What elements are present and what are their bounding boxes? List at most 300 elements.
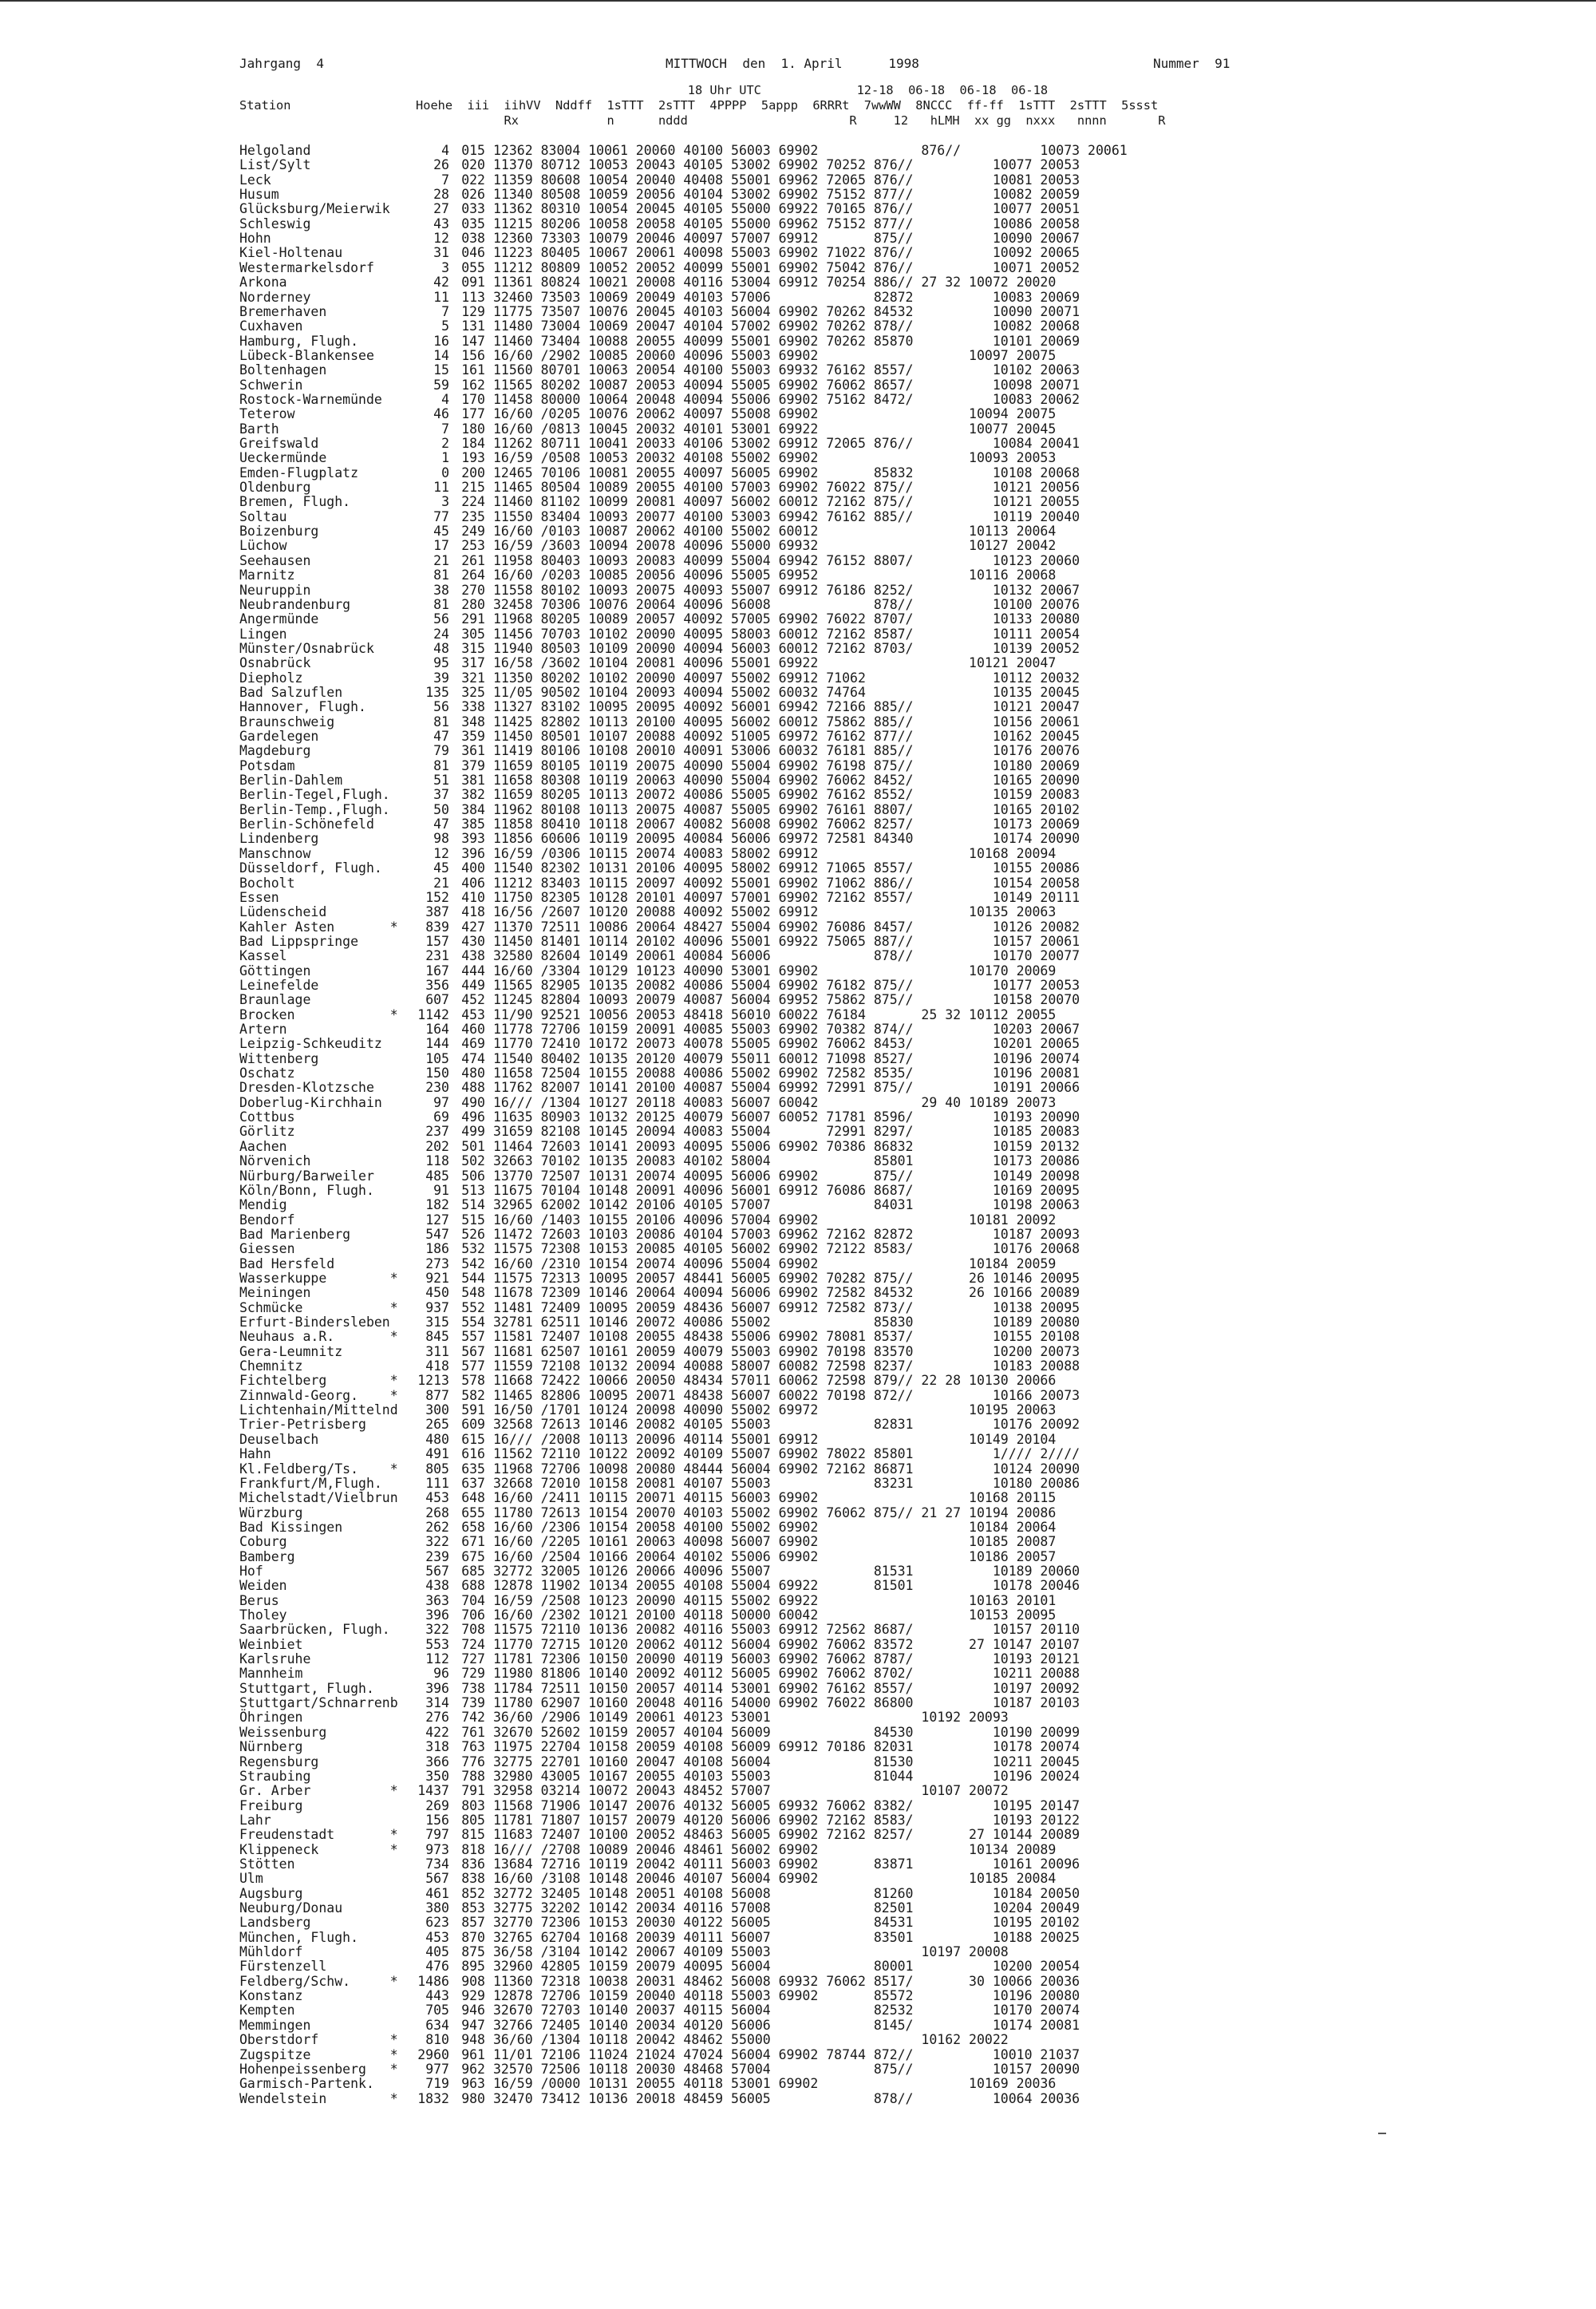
table-row (239, 393, 1516, 407)
observation-groups: 32580 82604 10149 20061 40084 56006 878// 10170 20077 (493, 948, 1080, 964)
table-row (239, 1594, 1516, 1608)
table-row (239, 1564, 1516, 1579)
station-id: 400 (461, 860, 485, 876)
observation-groups: 11575 72313 10095 20057 48441 56005 69902 70282 875// 26 10146 20095 (493, 1270, 1080, 1286)
station-name: Schleswig (239, 215, 311, 231)
observation-groups: 11675 70104 10148 20091 40096 56001 69912 76086 8687/ 10169 20095 (493, 1182, 1080, 1198)
station-name: Hohenpeissenberg * (239, 2061, 398, 2077)
station-name: Neubrandenburg (239, 596, 351, 612)
station-id: 761 (461, 1724, 485, 1740)
station-id: 526 (461, 1226, 485, 1242)
station-height: 12 (433, 231, 449, 247)
station-id: 962 (461, 2061, 485, 2077)
table-row (239, 847, 1516, 861)
observation-groups: 32460 73503 10069 20049 40103 57006 82872 10083 20069 (493, 289, 1080, 305)
observation-groups: 11780 62907 10160 20048 40116 54000 69902 76022 86800 10187 20103 (493, 1695, 1080, 1711)
observation-groups: 11958 80403 10093 20083 40099 55004 69942 76152 8807/ 10123 20060 (493, 552, 1080, 568)
table-row (239, 1535, 1516, 1549)
table-row (239, 1520, 1516, 1535)
observation-groups: 16/60 /0813 10045 20032 40101 53001 69922 10077 20045 (493, 421, 1057, 437)
station-height: 3 (441, 494, 449, 510)
station-height: 3 (441, 259, 449, 275)
station-height: 31 (433, 245, 449, 261)
table-row (239, 1257, 1516, 1271)
station-name: Emden-Flugplatz (239, 465, 359, 480)
table-row (239, 1491, 1516, 1505)
observation-groups: 11635 80903 10132 20125 40079 56007 60052 71781 8596/ 10193 20090 (493, 1109, 1080, 1125)
table-row (239, 1403, 1516, 1417)
issue-number: Nummer 91 (1153, 56, 1231, 71)
station-height: 1832 (417, 2090, 449, 2106)
table-row (239, 510, 1516, 524)
observation-groups: 11784 72511 10150 20057 40114 53001 69902 76162 8557/ 10197 20092 (493, 1680, 1080, 1696)
station-height: 268 (425, 1504, 449, 1520)
observation-groups: 12878 72706 10159 20040 40118 55003 69902 85572 10196 20080 (493, 1988, 1080, 2004)
observation-groups: 32765 62704 10168 20039 40111 56007 83501 10188 20025 (493, 1929, 1080, 1945)
station-name: Köln/Bonn, Flugh. (239, 1182, 374, 1198)
station-id: 838 (461, 1871, 485, 1887)
table-row (239, 1374, 1516, 1388)
station-height: 2 (441, 436, 449, 451)
table-row (239, 1579, 1516, 1593)
station-name: Düsseldorf, Flugh. (239, 860, 382, 876)
station-id: 406 (461, 875, 485, 891)
observation-groups: 11350 80202 10102 20090 40097 55002 69912 71062 10112 20032 (493, 670, 1080, 686)
station-height: 81 (433, 567, 449, 583)
observation-groups: 11980 81806 10140 20092 40112 56005 69902 76062 8702/ 10211 20088 (493, 1666, 1080, 1682)
station-id: 026 (461, 187, 485, 203)
station-name: Diepholz (239, 670, 303, 686)
table-row (239, 305, 1516, 319)
table-row (239, 656, 1516, 670)
station-id: 963 (461, 2076, 485, 2092)
station-name: Wasserkuppe * (239, 1270, 398, 1286)
station-height: 24 (433, 626, 449, 642)
observation-groups: 11575 72110 10136 20082 40116 55003 69912 72562 8687/ 10157 20110 (493, 1622, 1080, 1638)
table-row (239, 1184, 1516, 1198)
station-id: 655 (461, 1504, 485, 1520)
station-id: 444 (461, 963, 485, 979)
station-id: 035 (461, 215, 485, 231)
station-height: 567 (425, 1563, 449, 1579)
station-name: Aachen (239, 1138, 287, 1154)
station-id: 321 (461, 670, 485, 686)
observation-groups: 16/59 /2508 10123 20090 40115 55002 69922 10163 20101 (493, 1592, 1057, 1608)
station-height: 491 (425, 1446, 449, 1462)
observation-groups: 16/60 /0203 10085 20056 40096 55005 69952 10116 20068 (493, 567, 1057, 583)
observation-groups: 16/58 /3602 10104 20081 40096 55001 69922 10121 20047 (493, 655, 1057, 671)
station-name: Artern (239, 1022, 287, 1037)
date-label: MITTWOCH den 1. April 1998 (666, 56, 919, 71)
station-id: 033 (461, 201, 485, 217)
station-height: 51 (433, 773, 449, 789)
table-row (239, 1140, 1516, 1154)
observation-groups: 31659 82108 10145 20094 40083 55004 72991 8297/ 10185 20083 (493, 1124, 1080, 1140)
station-name: Rostock-Warnemünde (239, 391, 382, 407)
station-id: 396 (461, 845, 485, 861)
station-name: Schwerin (239, 377, 303, 393)
observation-groups: 11858 80410 10118 20067 40082 56008 69902 76062 8257/ 10173 20069 (493, 816, 1080, 832)
table-row (239, 700, 1516, 714)
jahrgang-label: Jahrgang 4 (239, 56, 324, 71)
station-id: 055 (461, 259, 485, 275)
station-height: 50 (433, 801, 449, 817)
station-name: Marnitz (239, 567, 295, 583)
station-name: Trier-Petrisberg (239, 1417, 366, 1433)
station-name: Saarbrücken, Flugh. (239, 1622, 390, 1638)
station-name: Gr. Arber * (239, 1783, 398, 1799)
station-id: 742 (461, 1710, 485, 1726)
table-row (239, 993, 1516, 1007)
station-name: Lingen (239, 626, 287, 642)
station-name: Bad Lippspringe (239, 933, 359, 949)
table-row (239, 627, 1516, 642)
table-row (239, 861, 1516, 876)
station-height: 7 (441, 421, 449, 437)
station-name: Zugspitze * (239, 2046, 398, 2062)
station-height: 453 (425, 1929, 449, 1945)
station-name: Feldberg/Schw. * (239, 1973, 398, 1989)
observation-groups: 16/// /2708 10089 20046 48461 56002 69902 10134 20089 (493, 1841, 1057, 1857)
table-row (239, 1710, 1516, 1725)
station-name: Doberlug-Kirchhain (239, 1094, 382, 1110)
station-name: Seehausen (239, 552, 311, 568)
station-name: Münster/Osnabrück (239, 640, 374, 656)
table-row (239, 1506, 1516, 1520)
table-row (239, 832, 1516, 846)
station-height: 315 (425, 1315, 449, 1330)
station-height: 380 (425, 1900, 449, 1916)
table-row (239, 729, 1516, 744)
observation-groups: 32775 32202 10142 20034 40116 57008 82501 10204 20049 (493, 1900, 1080, 1916)
observation-groups: 32781 62511 10146 20072 40086 55002 85830 10189 20080 (493, 1315, 1080, 1330)
station-id: 427 (461, 919, 485, 935)
table-row (239, 1857, 1516, 1872)
table-row (239, 1696, 1516, 1710)
station-id: 291 (461, 611, 485, 627)
station-id: 113 (461, 289, 485, 305)
station-name: Öhringen (239, 1710, 303, 1726)
observation-groups: 11460 73404 10088 20055 40099 55001 69902 70262 85870 10101 20069 (493, 333, 1080, 349)
station-name: Helgoland (239, 143, 311, 158)
table-row (239, 1022, 1516, 1037)
table-row (239, 686, 1516, 700)
table-row (239, 1081, 1516, 1095)
station-name: Mannheim (239, 1666, 303, 1682)
observation-groups: 11558 80102 10093 20075 40093 55007 69912 76186 8252/ 10132 20067 (493, 582, 1080, 598)
station-name: Leipzig-Schkeuditz (239, 1036, 382, 1052)
station-height: 461 (425, 1885, 449, 1901)
station-height: 937 (425, 1299, 449, 1315)
observation-groups: 16/60 /2504 10166 20064 40102 55006 69902 10186 20057 (493, 1548, 1057, 1564)
station-height: 14 (433, 347, 449, 363)
table-row (239, 1652, 1516, 1667)
station-id: 474 (461, 1050, 485, 1066)
station-id: 280 (461, 596, 485, 612)
station-height: 314 (425, 1695, 449, 1711)
station-id: 704 (461, 1592, 485, 1608)
station-height: 269 (425, 1797, 449, 1813)
station-name: Kassel (239, 948, 287, 964)
observation-groups: 11968 80205 10089 20057 40092 57005 69902 76022 8707/ 10133 20080 (493, 611, 1080, 627)
station-name: Lahr (239, 1812, 271, 1828)
station-id: 637 (461, 1475, 485, 1491)
observation-groups: 11856 60606 10119 20095 40084 56006 69972 72581 84340 10174 20090 (493, 831, 1080, 847)
station-id: 177 (461, 406, 485, 422)
station-name: Memmingen (239, 2017, 311, 2033)
station-id: 215 (461, 480, 485, 496)
observation-groups: 11568 71906 10147 20076 40132 56005 69932 76062 8382/ 10195 20147 (493, 1797, 1080, 1813)
station-name: Karlsruhe (239, 1651, 311, 1667)
observation-groups: 32670 72703 10140 20037 40115 56004 82532 10170 20074 (493, 2003, 1080, 2018)
table-row (239, 2033, 1516, 2047)
station-id: 184 (461, 436, 485, 451)
station-id: 763 (461, 1739, 485, 1755)
station-name: Arkona (239, 275, 287, 291)
observation-groups: 11681 62507 10161 20059 40079 55003 69902 70198 83570 10200 20073 (493, 1343, 1080, 1359)
table-row (239, 349, 1516, 363)
station-name: Greifswald (239, 436, 319, 451)
station-height: 28 (433, 187, 449, 203)
table-row (239, 1828, 1516, 1842)
observation-groups: 32458 70306 10076 20064 40096 56008 878// 10100 20076 (493, 596, 1080, 612)
observation-groups: 32960 42805 10159 20079 40095 56004 80001 10200 20054 (493, 1959, 1080, 1975)
observation-groups: 11668 72422 10066 20050 48434 57011 60062 72598 879// 22 28 10130 20066 (493, 1373, 1057, 1389)
station-height: 4 (441, 391, 449, 407)
observation-groups: 11750 82305 10128 20101 40097 57001 69902 72162 8557/ 10149 20111 (493, 889, 1080, 905)
table-row (239, 1608, 1516, 1623)
table-row (239, 2003, 1516, 2018)
station-height: 96 (433, 1666, 449, 1682)
observation-groups: 32958 03214 10072 20043 48452 57007 10107 20072 (493, 1783, 1009, 1799)
station-id: 648 (461, 1490, 485, 1506)
station-id: 129 (461, 303, 485, 319)
station-id: 582 (461, 1387, 485, 1403)
table-row (239, 788, 1516, 802)
station-id: 162 (461, 377, 485, 393)
station-name: Würzburg (239, 1504, 303, 1520)
station-height: 797 (425, 1827, 449, 1843)
station-id: 315 (461, 640, 485, 656)
observation-groups: 11361 80824 10021 20008 40116 53004 69912 70254 886// 27 32 10072 20020 (493, 275, 1057, 291)
observation-groups: 36/58 /3104 10142 20067 40109 55003 10197 20008 (493, 1944, 1009, 1960)
station-name: Neuhaus a.R. * (239, 1329, 398, 1345)
station-id: 264 (461, 567, 485, 583)
station-name: Glücksburg/Meierwik (239, 201, 390, 217)
station-name: Berlin-Temp.,Flugh. (239, 801, 390, 817)
table-row (239, 1623, 1516, 1637)
station-id: 658 (461, 1519, 485, 1535)
station-height: 273 (425, 1255, 449, 1271)
table-row (239, 1125, 1516, 1139)
station-name: Kempten (239, 2003, 295, 2018)
table-row (239, 202, 1516, 216)
observation-groups: 11450 81401 10114 20102 40096 55001 69922 75065 887// 10157 20061 (493, 933, 1080, 949)
station-id: 577 (461, 1358, 485, 1374)
observation-groups: 11362 80310 10054 20045 40105 55000 69922 70165 876// 10077 20051 (493, 201, 1080, 217)
station-name: Stuttgart, Flugh. (239, 1680, 374, 1696)
station-id: 501 (461, 1138, 485, 1154)
station-name: Stuttgart/Schnarrenb (239, 1695, 398, 1711)
station-height: 202 (425, 1138, 449, 1154)
station-id: 490 (461, 1094, 485, 1110)
observation-groups: 11658 72504 10155 20088 40086 55002 69902 72582 8535/ 10196 20081 (493, 1066, 1080, 1081)
station-name: Schmücke * (239, 1299, 398, 1315)
table-row (239, 1799, 1516, 1813)
station-name: Lindenberg (239, 831, 319, 847)
station-height: 480 (425, 1431, 449, 1447)
table-row (239, 920, 1516, 935)
station-name: Manschnow (239, 845, 311, 861)
station-id: 382 (461, 787, 485, 803)
station-name: Oldenburg (239, 480, 311, 496)
observation-groups: 11770 72410 10172 20073 40078 55005 69902 76062 8453/ 10201 20065 (493, 1036, 1080, 1052)
station-name: Freiburg (239, 1797, 303, 1813)
station-height: 311 (425, 1343, 449, 1359)
observation-groups: 11456 70703 10102 20090 40095 58003 60012 72162 8587/ 10111 20054 (493, 626, 1080, 642)
table-row (239, 1769, 1516, 1784)
station-height: 734 (425, 1856, 449, 1872)
station-id: 317 (461, 655, 485, 671)
table-row (239, 554, 1516, 568)
observation-groups: 11683 72407 10100 20052 48463 56005 69902 72162 8257/ 27 10144 20089 (493, 1827, 1080, 1843)
station-id: 156 (461, 347, 485, 363)
station-height: 547 (425, 1226, 449, 1242)
station-height: 17 (433, 538, 449, 554)
observation-groups: 16/60 /2306 10154 20058 40100 55002 69902 10184 20064 (493, 1519, 1057, 1535)
station-name: Bocholt (239, 875, 295, 891)
station-height: 11 (433, 480, 449, 496)
table-row (239, 539, 1516, 553)
station-id: 947 (461, 2017, 485, 2033)
table-row (239, 1433, 1516, 1447)
table-row (239, 1462, 1516, 1477)
table-row (239, 1843, 1516, 1857)
station-id: 875 (461, 1944, 485, 1960)
observation-groups: 32670 52602 10159 20057 40104 56009 84530 10190 20099 (493, 1724, 1080, 1740)
station-id: 803 (461, 1797, 485, 1813)
station-id: 688 (461, 1578, 485, 1594)
table-row (239, 1550, 1516, 1564)
table-row (239, 451, 1516, 465)
table-row (239, 1345, 1516, 1359)
station-id: 616 (461, 1446, 485, 1462)
station-height: 450 (425, 1285, 449, 1301)
station-id: 480 (461, 1066, 485, 1081)
observation-groups: 16/59 /3603 10094 20078 40096 55000 69932 10127 20042 (493, 538, 1057, 554)
station-name: Hahn (239, 1446, 271, 1462)
table-row (239, 1638, 1516, 1652)
station-height: 839 (425, 919, 449, 935)
station-id: 724 (461, 1636, 485, 1652)
observation-groups: 16/59 /0306 10115 20074 40083 58002 69912 10168 20094 (493, 845, 1057, 861)
station-name: Straubing (239, 1768, 311, 1784)
station-height: 453 (425, 1490, 449, 1506)
observation-groups: 11327 83102 10095 20095 40092 56001 69942 72166 885// 10121 20047 (493, 699, 1080, 715)
observation-groups: 13684 72716 10119 20042 40111 56003 69902 83871 10161 20096 (493, 1856, 1080, 1872)
station-height: 16 (433, 333, 449, 349)
station-height: 95 (433, 655, 449, 671)
station-height: 79 (433, 743, 449, 759)
observation-groups: 16/59 /0000 10131 20055 40118 53001 69902 10169 20036 (493, 2076, 1057, 2092)
station-id: 020 (461, 157, 485, 173)
station-id: 980 (461, 2090, 485, 2106)
observation-groups: 32570 72506 10118 20030 48468 57004 875// 10157 20090 (493, 2061, 1080, 2077)
observation-groups: 11450 80501 10107 20088 40092 51005 69972 76162 877// 10162 20045 (493, 729, 1080, 744)
station-id: 147 (461, 333, 485, 349)
station-name: Oschatz (239, 1066, 295, 1081)
station-height: 152 (425, 889, 449, 905)
observation-groups: 11465 82806 10095 20071 48438 56007 60022 70198 872// 10166 20073 (493, 1387, 1080, 1403)
station-id: 908 (461, 1973, 485, 1989)
table-row (239, 1755, 1516, 1769)
station-name: Nürnberg (239, 1739, 303, 1755)
station-height: 5 (441, 318, 449, 334)
table-row (239, 1242, 1516, 1256)
table-row (239, 2018, 1516, 2033)
station-id: 235 (461, 508, 485, 524)
observation-groups: 16/60 /2310 10154 20074 40096 55004 69902 10184 20059 (493, 1255, 1057, 1271)
station-name: Osnabrück (239, 655, 311, 671)
station-id: 161 (461, 362, 485, 378)
observation-groups: 32965 62002 10142 20106 40105 57007 84031 10198 20063 (493, 1197, 1080, 1213)
station-id: 552 (461, 1299, 485, 1315)
table-row (239, 671, 1516, 686)
observation-groups: 11762 82007 10141 20100 40087 55004 69992 72991 875// 10191 20066 (493, 1080, 1080, 1096)
table-row (239, 1198, 1516, 1212)
station-height: 157 (425, 933, 449, 949)
station-name: Fichtelberg * (239, 1373, 398, 1389)
column-header-line-1: 18 Uhr UTC 12-18 06-18 06-18 06-18 (239, 83, 1049, 97)
station-height: 21 (433, 875, 449, 891)
station-height: 164 (425, 1022, 449, 1037)
station-id: 502 (461, 1153, 485, 1169)
table-row (239, 568, 1516, 583)
station-name: Berlin-Schönefeld (239, 816, 374, 832)
table-row (239, 466, 1516, 480)
station-name: Michelstadt/Vielbrun (239, 1490, 398, 1506)
observation-groups: 11359 80608 10054 20040 40408 55001 69962 72065 876// 10081 20053 (493, 172, 1080, 188)
station-name: Mühldorf (239, 1944, 303, 1960)
observation-groups: 11223 80405 10067 20061 40098 55003 69902 71022 876// 10092 20065 (493, 245, 1080, 261)
station-name: Bad Hersfeld (239, 1255, 335, 1271)
station-height: 476 (425, 1959, 449, 1975)
observation-groups: 32568 72613 10146 20082 40105 55003 82831 10176 20092 (493, 1417, 1080, 1433)
table-row (239, 1286, 1516, 1300)
station-height: 156 (425, 1812, 449, 1828)
station-id: 348 (461, 714, 485, 729)
table-row (239, 2062, 1516, 2077)
station-name: Leinefelde (239, 977, 319, 993)
station-name: Berlin-Tegel,Flugh. (239, 787, 390, 803)
station-name: Berlin-Dahlem (239, 773, 343, 789)
station-height: 396 (425, 1680, 449, 1696)
table-row (239, 964, 1516, 979)
station-height: 37 (433, 787, 449, 803)
station-height: 81 (433, 714, 449, 729)
table-row (239, 378, 1516, 393)
table-row (239, 876, 1516, 891)
table-row (239, 803, 1516, 817)
observation-groups: 11481 72409 10095 20059 48436 56007 69912 72582 873// 10138 20095 (493, 1299, 1080, 1315)
station-name: Gardelegen (239, 729, 319, 744)
station-id: 514 (461, 1197, 485, 1213)
station-id: 249 (461, 524, 485, 540)
observation-groups: 36/60 /1304 10118 20042 48462 55000 10162 20022 (493, 2032, 1009, 2048)
table-row (239, 158, 1516, 172)
observation-groups: 16/60 /2205 10161 20063 40098 56007 69902 10185 20087 (493, 1534, 1057, 1550)
observation-groups: 32980 43005 10167 20055 40103 55003 81044 10196 20024 (493, 1768, 1080, 1784)
